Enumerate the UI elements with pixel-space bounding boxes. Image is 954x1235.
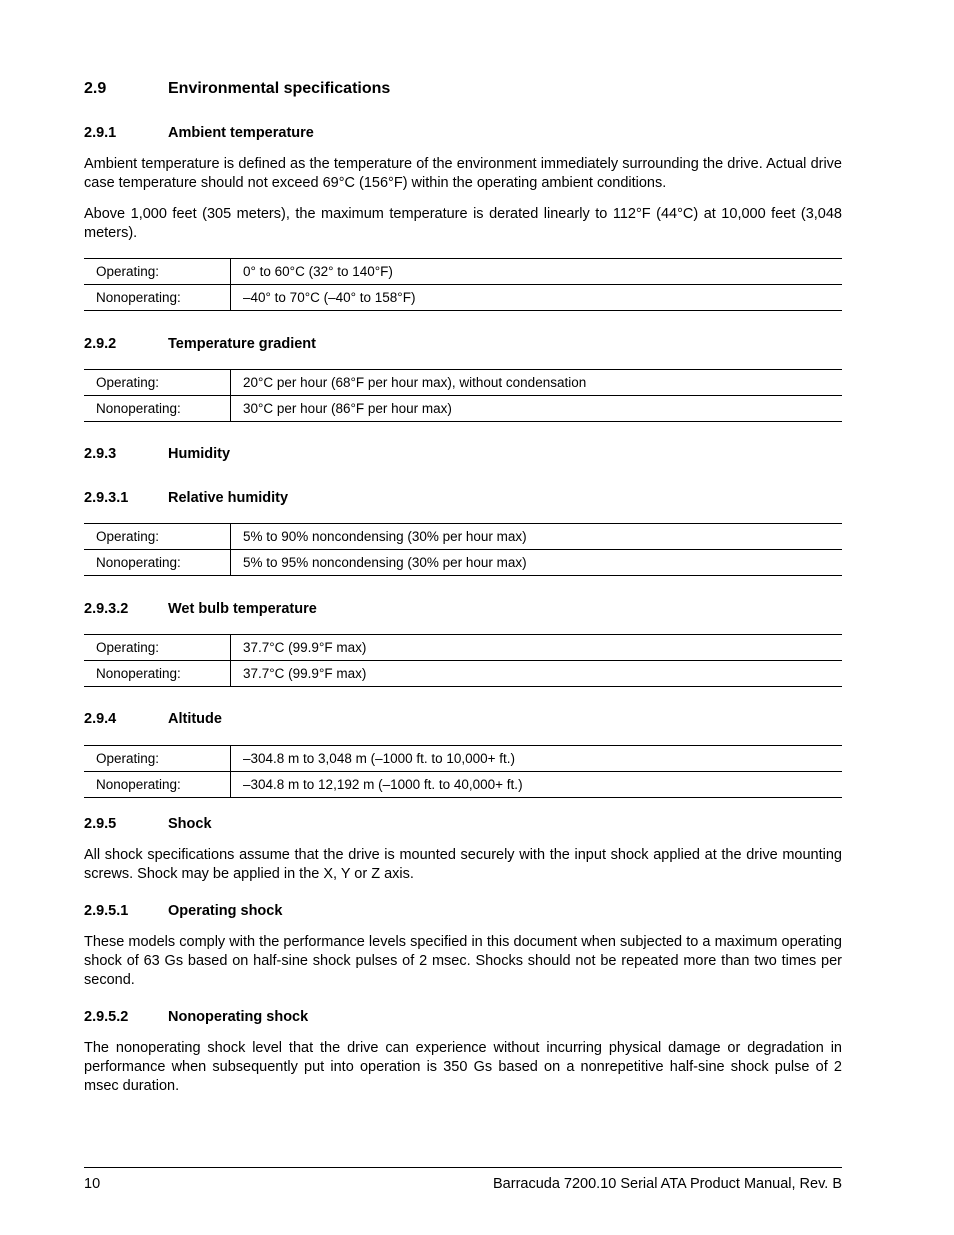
row-value: 37.7°C (99.9°F max) (231, 661, 843, 687)
table-row (84, 524, 842, 550)
section-title: Relative humidity (168, 490, 289, 506)
section-title: Operating shock (168, 903, 283, 919)
ambient-temperature-table (84, 258, 842, 311)
row-value: 37.7°C (99.9°F max) (231, 635, 843, 661)
section-number: 2.9.3 (84, 446, 117, 462)
temperature-gradient-table (84, 369, 842, 422)
section-title: Ambient temperature (168, 125, 314, 141)
row-label: Operating: (84, 524, 231, 550)
section-number: 2.9.3.1 (84, 490, 129, 506)
section-title: Shock (168, 816, 212, 832)
row-label: Nonoperating: (84, 550, 231, 576)
row-value: 30°C per hour (86°F per hour max) (231, 396, 843, 422)
footer-manual-title: Barracuda 7200.10 Serial ATA Product Manual, Rev. B (493, 1176, 842, 1192)
ambient-temperature-paragraph-1: Ambient temperature is defined as the temperature of the environment immediately surrounding the drive. Actual drive case temperature should not exceed 69°C (156°F) within the operating ambient conditions. (84, 156, 842, 191)
table-row (84, 746, 842, 772)
shock-paragraph: All shock specifications assume that the drive is mounted securely with the input shock applied at the drive mounting screws. Shock may be applied in the X, Y or Z axis. (84, 847, 842, 882)
row-value: –304.8 m to 3,048 m (–1000 ft. to 10,000+ ft.) (231, 746, 843, 772)
row-label: Operating: (84, 635, 231, 661)
section-title: Nonoperating shock (168, 1009, 309, 1025)
page-number: 10 (84, 1176, 101, 1192)
row-label: Operating: (84, 746, 231, 772)
section-number: 2.9.5 (84, 816, 117, 832)
section-title: Environmental specifications (168, 80, 391, 97)
operating-shock-paragraph: These models comply with the performance levels specified in this document when subjected to a maximum operating shock of 63 Gs based on half-sine shock pulses of 2 msec. Shocks should not be repeated more than two times per second. (84, 934, 842, 988)
row-value: 5% to 90% noncondensing (30% per hour max) (231, 524, 843, 550)
section-number: 2.9.1 (84, 125, 117, 141)
row-label: Operating: (84, 259, 231, 285)
altitude-table (84, 745, 842, 798)
row-value: –304.8 m to 12,192 m (–1000 ft. to 40,000+ ft.) (231, 772, 843, 798)
section-number: 2.9 (84, 80, 107, 97)
row-label: Operating: (84, 370, 231, 396)
table-row (84, 772, 842, 798)
section-title: Wet bulb temperature (168, 601, 317, 617)
table-row (84, 370, 842, 396)
wet-bulb-temperature-table (84, 634, 842, 687)
section-number: 2.9.4 (84, 711, 117, 727)
section-title: Humidity (168, 446, 231, 462)
section-title: Altitude (168, 711, 222, 727)
section-number: 2.9.5.1 (84, 903, 129, 919)
row-label: Nonoperating: (84, 772, 231, 798)
table-row (84, 285, 842, 311)
table-row (84, 259, 842, 285)
row-value: 0° to 60°C (32° to 140°F) (231, 259, 843, 285)
nonoperating-shock-paragraph: The nonoperating shock level that the drive can experience without incurring physical damage or degradation in performance when subsequently put into operation is 350 Gs based on a nonrepetitive half-sine shock pulse of 2 msec duration. (84, 1040, 842, 1094)
relative-humidity-table (84, 523, 842, 576)
row-label: Nonoperating: (84, 285, 231, 311)
row-value: 5% to 95% noncondensing (30% per hour max) (231, 550, 843, 576)
footer-rule (84, 1167, 842, 1168)
row-value: 20°C per hour (68°F per hour max), without condensation (231, 370, 843, 396)
section-number: 2.9.3.2 (84, 601, 129, 617)
row-label: Nonoperating: (84, 396, 231, 422)
section-title: Temperature gradient (168, 336, 316, 352)
table-row (84, 396, 842, 422)
table-row (84, 635, 842, 661)
row-value: –40° to 70°C (–40° to 158°F) (231, 285, 843, 311)
row-label: Nonoperating: (84, 661, 231, 687)
table-row (84, 550, 842, 576)
table-row (84, 661, 842, 687)
section-number: 2.9.5.2 (84, 1009, 129, 1025)
section-number: 2.9.2 (84, 336, 117, 352)
ambient-temperature-paragraph-2: Above 1,000 feet (305 meters), the maximum temperature is derated linearly to 112°F (44°C) at 10,000 feet (3,048 meters). (84, 206, 842, 241)
